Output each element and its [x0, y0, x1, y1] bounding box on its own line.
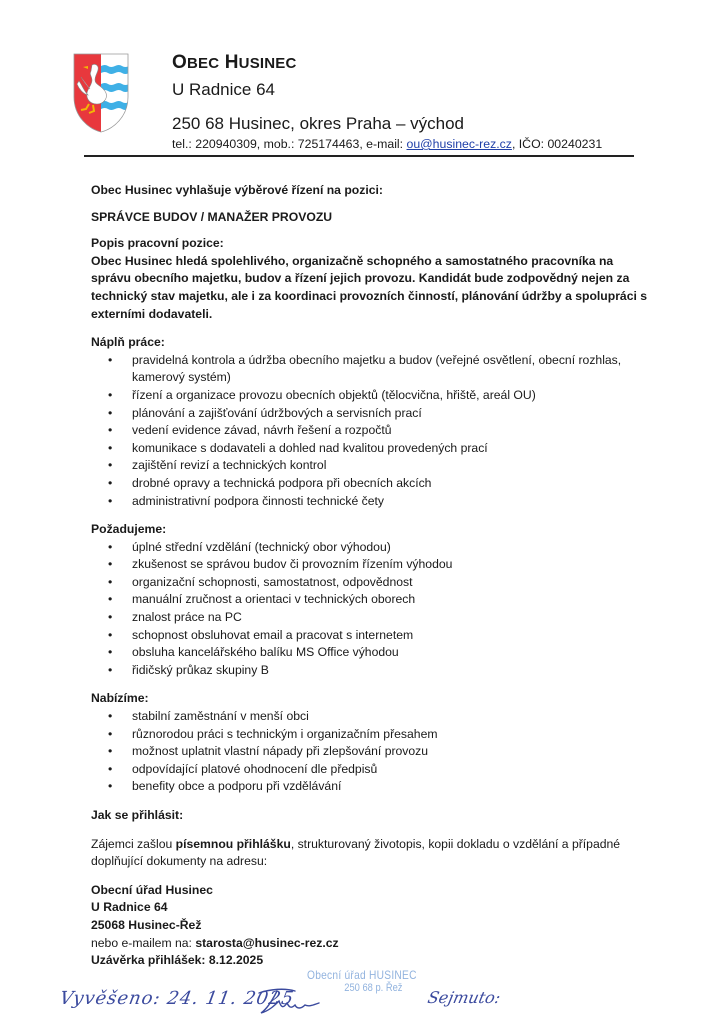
- list-item: • znalost práce na PC: [91, 609, 651, 627]
- description-text: Obec Husinec hledá spolehlivého, organizačně schopného a samostatného pracovníka na správu obecního majetku, budov a řízení jejich provozu. Kandidát bude zodpovědný nejen za technický stav majetku, ale i za koordinaci provozních činností, plánování údržby a spolupráci s externími dodavateli.: [91, 253, 648, 321]
- description-heading: Popis pracovní pozice:: [91, 236, 224, 251]
- contact-phones: tel.: 220940309, mob.: 725174463, e-mail:: [172, 137, 407, 151]
- apply-email[interactable]: starosta@husinec-rez.cz: [195, 935, 339, 950]
- letterhead-contact: [172, 137, 602, 151]
- position-title: SPRÁVCE BUDOV / MANAŽER PROVOZU: [91, 209, 333, 224]
- offer-heading: Nabízíme:: [91, 691, 149, 706]
- office-stamp: [307, 968, 436, 994]
- list-item: • řidičský průkaz skupiny B: [91, 662, 651, 680]
- letterhead-email-link[interactable]: ou@husinec-rez.cz: [406, 137, 512, 151]
- list-item: • zajištění revizí a technických kontrol: [91, 457, 651, 475]
- address-city: 25068 Husinec-Řež: [91, 917, 202, 932]
- requirements-heading: Požadujeme:: [91, 522, 167, 537]
- document-body: [91, 182, 651, 970]
- title-initial-o: O: [172, 52, 187, 73]
- list-item: • úplné střední vzdělání (technický obor výhodou): [91, 539, 651, 557]
- title-rest-usinec: USINEC: [238, 55, 297, 72]
- apply-text: [91, 836, 651, 871]
- apply-heading: Jak se přihlásit:: [91, 808, 184, 822]
- list-item: • vedení evidence závad, návrh řešení a rozpočtů: [91, 422, 651, 440]
- handwritten-posted-date: Vyvěšeno: 24. 11. 2025: [58, 988, 296, 1009]
- list-item: • řízení a organizace provozu obecních objektů (tělocvična, hřiště, areál OU): [91, 387, 651, 405]
- requirements-list: [91, 539, 651, 680]
- duties-list: [91, 352, 651, 510]
- municipality-title: [172, 52, 297, 74]
- letterhead-city: 250 68 Husinec, okres Praha – východ: [172, 114, 465, 133]
- signature-mark: [255, 983, 325, 1017]
- stamp-line-1: Obecní úřad HUSINEC: [307, 968, 417, 982]
- list-item: • zkušenost se správou budov či provozním řízením výhodou: [91, 556, 651, 574]
- offer-list: [91, 708, 651, 796]
- title-initial-h: H: [224, 52, 239, 73]
- list-item: • schopnost obsluhovat email a pracovat s internetem: [91, 627, 651, 645]
- list-item: • odpovídající platové ohodnocení dle předpisů: [91, 761, 651, 779]
- letterhead-street: U Radnice 64: [172, 80, 276, 99]
- contact-ico: , IČO: 00240231: [511, 137, 603, 151]
- apply-email-prefix: nebo e-mailem na:: [91, 935, 196, 950]
- list-item: • organizační schopnosti, samostatnost, odpovědnost: [91, 574, 651, 592]
- apply-text-end: , strukturovaný životopis, kopii dokladu o vzdělání a případné doplňující dokumenty na adresu:: [91, 836, 621, 869]
- list-item: • pravidelná kontrola a údržba obecního majetku a budov (veřejné osvětlení, obecní rozhlas, kamerový systém): [91, 352, 651, 387]
- list-item: • obsluha kancelářského balíku MS Office výhodou: [91, 644, 651, 662]
- address-name: Obecní úřad Husinec: [91, 882, 213, 897]
- title-rest-bec: BEC: [186, 55, 220, 72]
- application-deadline: Uzávěrka přihlášek: 8.12.2025: [91, 953, 264, 968]
- apply-email-line: [91, 935, 651, 953]
- list-item: • možnost uplatnit vlastní nápady při zlepšování provozu: [91, 743, 651, 761]
- apply-text-start: Zájemci zašlou: [91, 836, 176, 851]
- handwritten-removed-label: Sejmuto:: [425, 988, 503, 1007]
- list-item: • plánování a zajišťování údržbových a servisních prací: [91, 405, 651, 423]
- apply-text-bold: písemnou přihlášku: [175, 836, 291, 851]
- duties-heading: Náplň práce:: [91, 335, 165, 350]
- list-item: • drobné opravy a technická podpora při obecních akcích: [91, 475, 651, 493]
- list-item: • komunikace s dodavateli a dohled nad kvalitou provedených prací: [91, 440, 651, 458]
- list-item: • různorodou práci s technickým i organizačním přesahem: [91, 726, 651, 744]
- list-item: • administrativní podpora činnosti technické čety: [91, 493, 651, 511]
- list-item: • benefity obce a podporu při vzdělávání: [91, 778, 651, 796]
- announcement-intro: Obec Husinec vyhlašuje výběrové řízení na pozici:: [91, 183, 383, 197]
- stamp-line-2: 250 68 p. Řež: [344, 982, 403, 994]
- letterhead-divider: [84, 155, 634, 157]
- address-street: U Radnice 64: [91, 900, 168, 915]
- municipal-crest-logo: [73, 53, 129, 133]
- list-item: • stabilní zaměstnání v menší obci: [91, 708, 651, 726]
- list-item: • manuální zručnost a orientaci v technických oborech: [91, 591, 651, 609]
